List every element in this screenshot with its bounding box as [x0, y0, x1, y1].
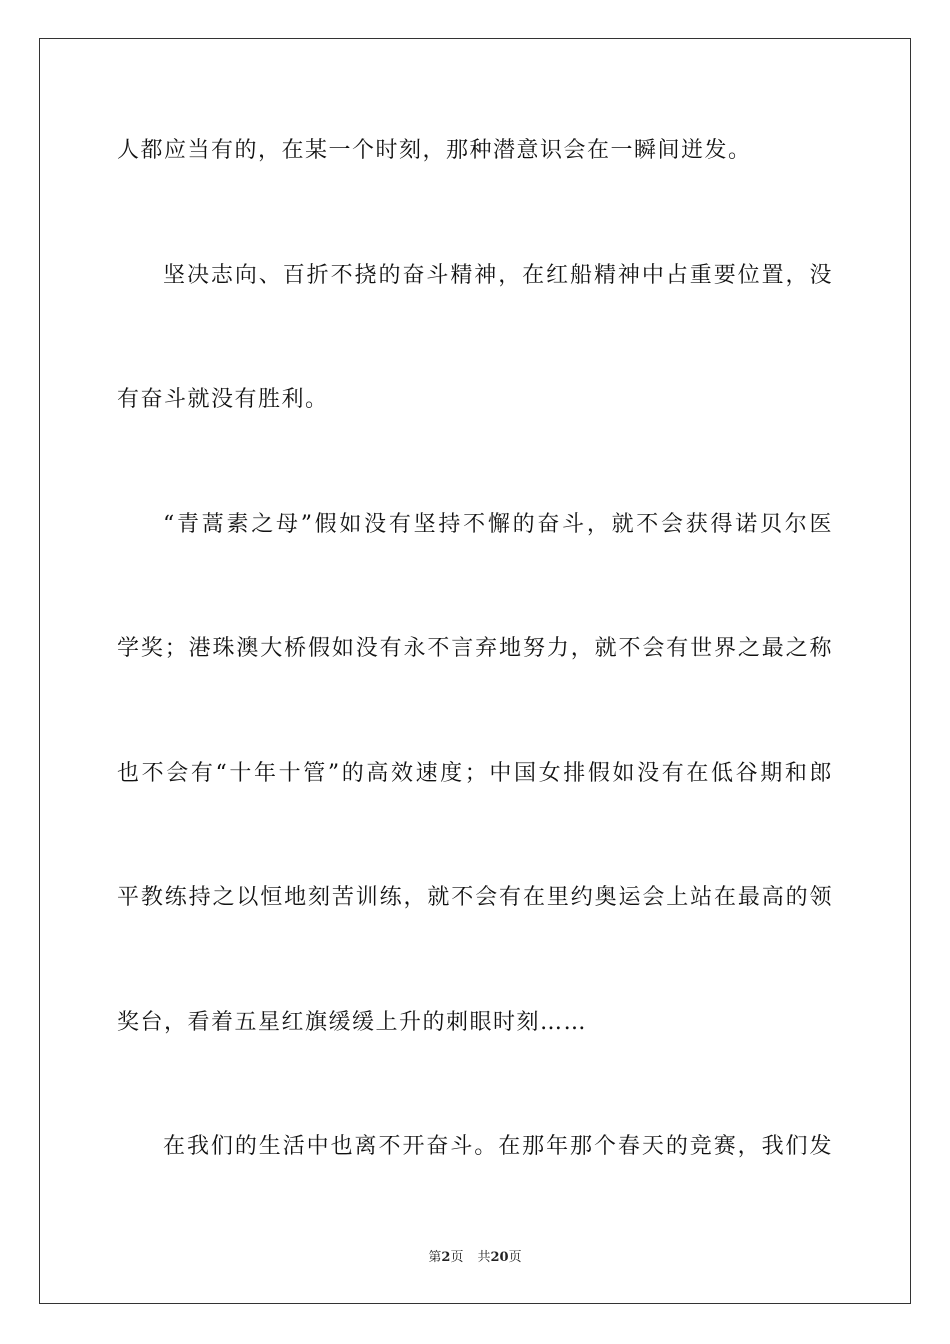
- page-footer: [0, 1246, 950, 1265]
- total-suffix: 页: [508, 1250, 522, 1265]
- text-line-1: 人都应当有的，在某一个时刻，那种潜意识会在一瞬间迸发。: [117, 138, 752, 163]
- total-prefix: 共: [477, 1250, 491, 1265]
- text-line-4: “青蒿素之母”假如没有坚持不懈的奋斗，就不会获得诺贝尔医: [163, 512, 833, 537]
- page-current: 2: [441, 1250, 451, 1265]
- text-line-2: 坚决志向、百折不挠的奋斗精神，在红船精神中占重要位置，没: [163, 263, 833, 288]
- page-total: 20: [490, 1250, 509, 1265]
- text-line-6: 也不会有“十年十管”的高效速度；中国女排假如没有在低谷期和郎: [117, 761, 833, 786]
- page-suffix: 页: [450, 1250, 464, 1265]
- text-line-5: 学奖；港珠澳大桥假如没有永不言弃地努力，就不会有世界之最之称: [117, 636, 833, 661]
- text-line-7: 平教练持之以恒地刻苦训练，就不会有在里约奥运会上站在最高的领: [117, 885, 833, 910]
- page-border: [39, 38, 911, 1304]
- text-line-8: 奖台，看着五星红旗缓缓上升的刺眼时刻……: [117, 1010, 588, 1035]
- text-line-9: 在我们的生活中也离不开奋斗。在那年那个春天的竞赛，我们发: [163, 1134, 833, 1159]
- page-prefix: 第: [428, 1250, 442, 1265]
- text-line-3: 有奋斗就没有胜利。: [117, 387, 329, 412]
